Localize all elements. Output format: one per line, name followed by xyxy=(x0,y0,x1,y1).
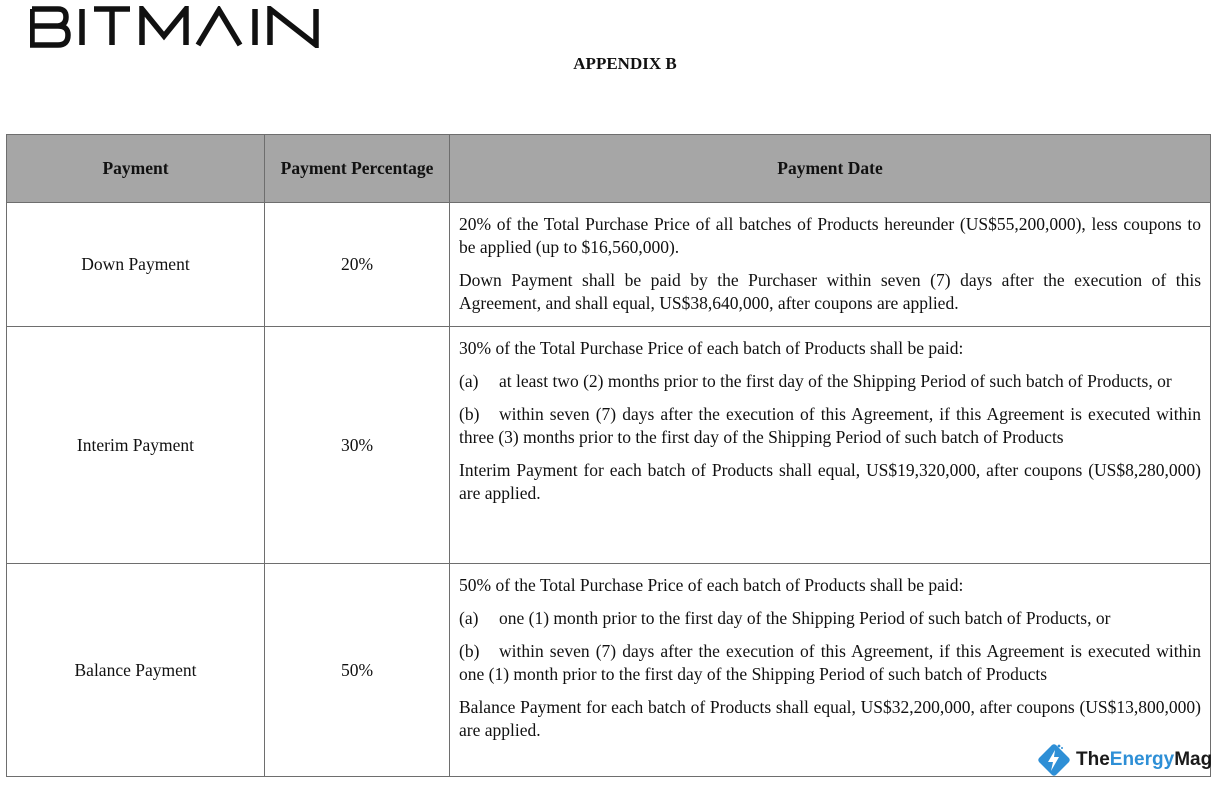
payment-option-b xyxy=(459,640,1201,686)
payment-date-cell xyxy=(450,203,1211,327)
payment-date-paragraph: 20% of the Total Purchase Price of all batches of Products hereunder (US$55,200,000), less coupons to be applied (up to $16,560,000). xyxy=(459,214,1201,257)
watermark-mag: Mag xyxy=(1174,749,1213,770)
option-text: within seven (7) days after the execution of this Agreement, if this Agreement is executed within three (3) months prior to the first day of the Shipping Period of such batch of Products xyxy=(459,404,1201,447)
table-row-interim-payment xyxy=(7,327,1211,564)
payment-date-paragraph: Down Payment shall be paid by the Purchaser within seven (7) days after the execution of this Agreement, and shall equal, US$38,640,000, after coupons are applied. xyxy=(459,270,1201,313)
option-text: within seven (7) days after the execution of this Agreement, if this Agreement is executed within one (1) month prior to the first day of the Shipping Period of such batch of Products xyxy=(459,641,1201,684)
option-label: (b) xyxy=(459,404,480,424)
table-header-row xyxy=(7,135,1211,203)
payment-name: Balance Payment xyxy=(7,564,265,777)
payment-name: Down Payment xyxy=(7,203,265,327)
payment-option-a xyxy=(459,370,1201,393)
payment-name: Interim Payment xyxy=(7,327,265,564)
option-text: one (1) month prior to the first day of the Shipping Period of such batch of Products, or xyxy=(499,608,1111,628)
payment-date-cell xyxy=(450,327,1211,564)
payment-date-intro: 50% of the Total Purchase Price of each batch of Products shall be paid: xyxy=(459,575,964,595)
column-header-percentage: Payment Percentage xyxy=(265,135,450,203)
option-label: (b) xyxy=(459,641,480,661)
payment-percentage: 30% xyxy=(265,327,450,564)
payment-percentage: 20% xyxy=(265,203,450,327)
payment-date-outro: Balance Payment for each batch of Products shall equal, US$32,200,000, after coupons (US$13,800,000) are applied. xyxy=(459,697,1201,740)
lightning-diamond-icon xyxy=(1036,742,1072,778)
column-header-payment: Payment xyxy=(7,135,265,203)
watermark-text xyxy=(1076,749,1212,771)
watermark-energy: Energy xyxy=(1109,749,1175,770)
payment-date-outro: Interim Payment for each batch of Products shall equal, US$19,320,000, after coupons (US$8,280,000) are applied. xyxy=(459,460,1201,503)
option-text: at least two (2) months prior to the first day of the Shipping Period of such batch of Products, or xyxy=(499,371,1172,391)
energymag-watermark xyxy=(1036,742,1212,778)
bitmain-logo xyxy=(30,6,330,48)
payment-option-a xyxy=(459,607,1201,630)
bitmain-logo-icon xyxy=(30,6,330,48)
watermark-the: The xyxy=(1076,749,1110,770)
option-label: (a) xyxy=(459,608,479,628)
page-title: APPENDIX B xyxy=(573,54,677,73)
column-header-payment-date: Payment Date xyxy=(450,135,1211,203)
payment-percentage: 50% xyxy=(265,564,450,777)
payment-schedule-table xyxy=(6,134,1211,777)
payment-date-intro: 30% of the Total Purchase Price of each batch of Products shall be paid: xyxy=(459,338,964,358)
table-row-down-payment xyxy=(7,203,1211,327)
option-label: (a) xyxy=(459,371,479,391)
payment-option-b xyxy=(459,403,1201,449)
table-row-balance-payment xyxy=(7,564,1211,777)
